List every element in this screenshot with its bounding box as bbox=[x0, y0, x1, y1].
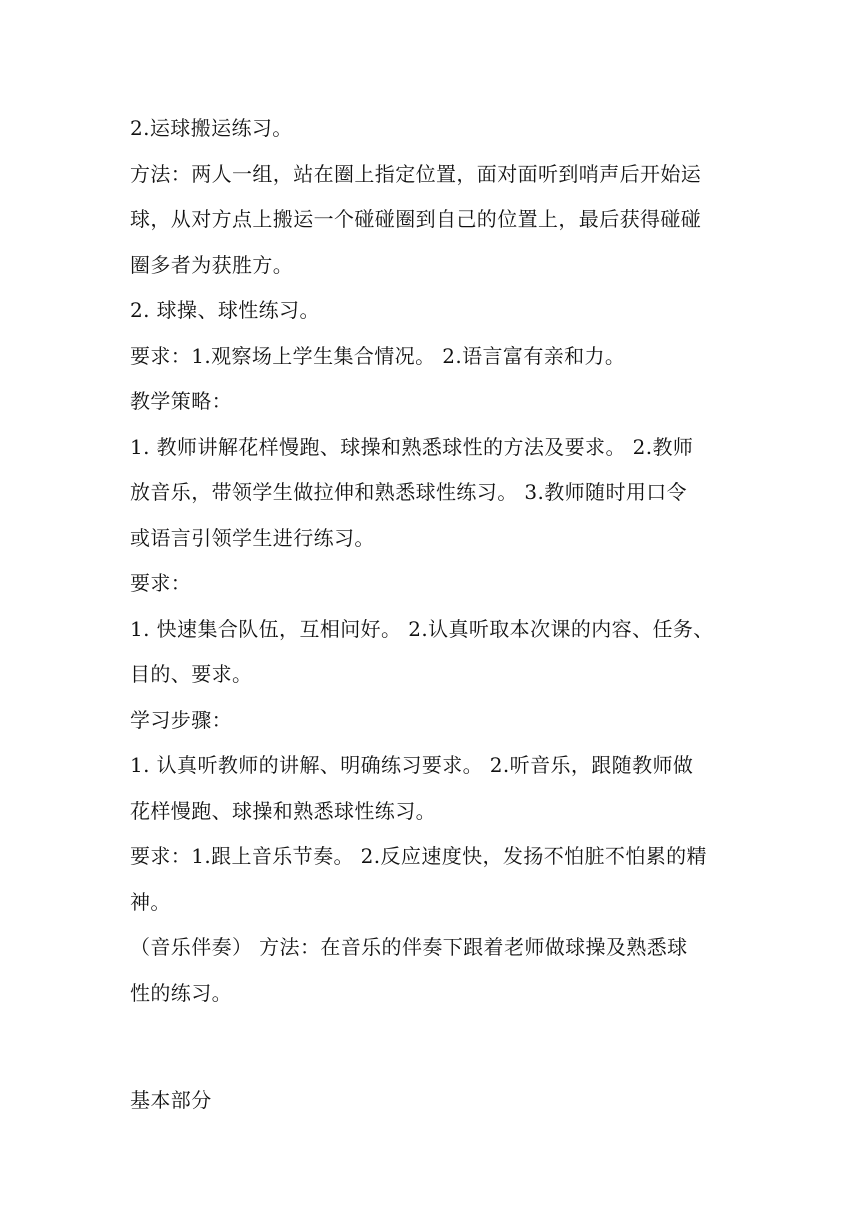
music-method-line-2: 性的练习。 bbox=[130, 980, 232, 1005]
learning-steps-heading: 学习步骤： bbox=[130, 707, 232, 732]
requirement-detail-line-2: 目的、要求。 bbox=[130, 662, 253, 686]
method-line-3: 圈多者为获胜方。 bbox=[130, 252, 294, 277]
requirement-music-line-1: 要求：1.跟上音乐节奏。 2.反应速度快，发扬不怕脏不怕累的精 bbox=[130, 844, 707, 868]
document-page bbox=[130, 106, 730, 1124]
learning-steps-line-2: 花样慢跑、球操和熟悉球性练习。 bbox=[130, 798, 436, 823]
section-heading: 基本部分 bbox=[130, 1088, 212, 1112]
requirement-music-line-2: 神。 bbox=[130, 889, 171, 914]
item-title-ball-exercise: 2. 球操、球性练习。 bbox=[130, 298, 320, 322]
spacer bbox=[130, 1016, 730, 1078]
strategy-line-1: 1. 教师讲解花样慢跑、球操和熟悉球性的方法及要求。 2.教师 bbox=[130, 434, 694, 459]
music-method-line-1: （音乐伴奏） 方法：在音乐的伴奏下跟着老师做球操及熟悉球 bbox=[130, 935, 688, 959]
strategy-line-2: 放音乐，带领学生做拉伸和熟悉球性练习。 3.教师随时用口令 bbox=[130, 480, 688, 504]
strategy-line-3: 或语言引领学生进行练习。 bbox=[130, 525, 375, 550]
requirement-heading: 要求： bbox=[130, 571, 192, 595]
item-title-dribble-transport: 2.运球搬运练习。 bbox=[130, 116, 293, 140]
requirement-detail-line-1: 1. 快速集合队伍，互相问好。 2.认真听取本次课的内容、任务、 bbox=[130, 616, 714, 641]
method-line-1: 方法：两人一组，站在圈上指定位置，面对面听到哨声后开始运 bbox=[130, 161, 702, 186]
requirement-line: 要求：1.观察场上学生集合情况。 2.语言富有亲和力。 bbox=[130, 343, 626, 368]
method-line-2: 球，从对方点上搬运一个碰碰圈到自己的位置上，最后获得碰碰 bbox=[130, 207, 702, 231]
teaching-strategy-heading: 教学策略： bbox=[130, 389, 232, 413]
learning-steps-line-1: 1. 认真听教师的讲解、明确练习要求。 2.听音乐，跟随教师做 bbox=[130, 753, 694, 777]
